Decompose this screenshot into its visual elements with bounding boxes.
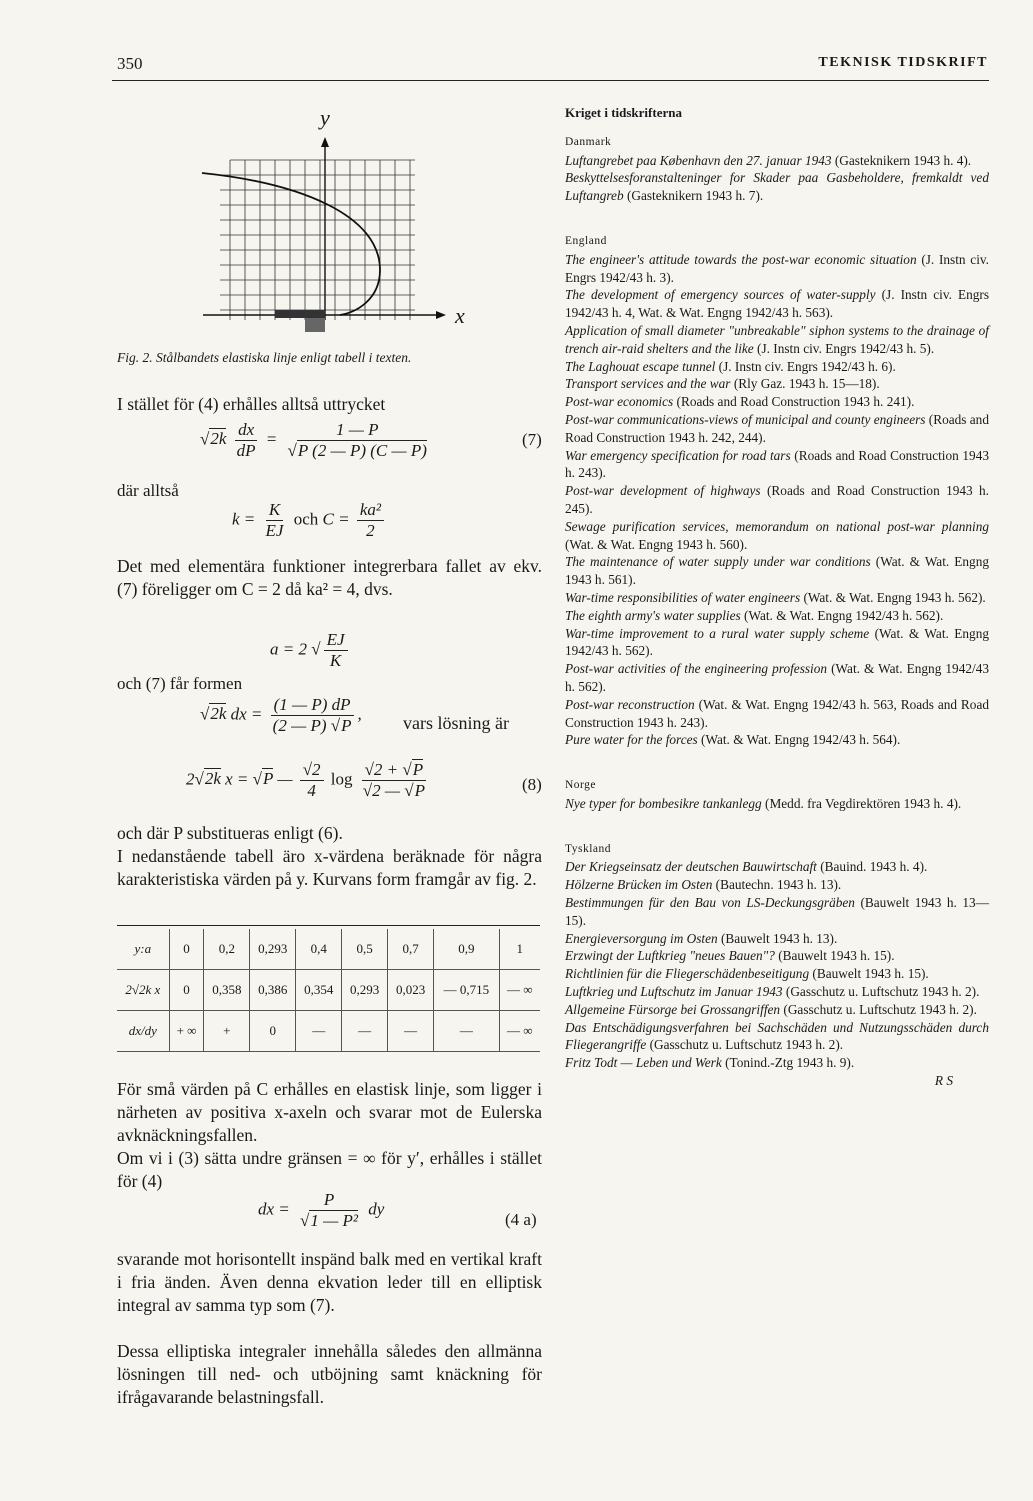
reference-source: (Roads and Road Construction 1943 h. 245). (565, 483, 990, 516)
reference-source: (J. Instn civ. Engrs 1942/43 h. 4, Wat. & Wat. Engng 1942/43 h. 563). (565, 287, 989, 321)
header-rule (112, 80, 989, 81)
reference-source: (Wat. & Wat. Engng 1943 h. 561). (565, 554, 989, 588)
reference-source: (Gasteknikern 1943 h. 4). (834, 152, 972, 168)
reference-entry (565, 858, 989, 876)
figure-2 (190, 105, 490, 345)
right-column (565, 104, 989, 1090)
reference-source: (Gasteknikern 1943 h. 7). (626, 188, 764, 204)
equation-7: √2k $\frac{dx}{dP}$ = $\frac{1 — P}{√P (2 — P) (C — P)}$ (200, 420, 427, 460)
reference-entry (565, 1019, 989, 1055)
reference-title: Post-war development of highways (565, 483, 761, 499)
reference-entry (565, 696, 989, 732)
table-cell: 0,023 (388, 970, 434, 1011)
reference-entry (565, 625, 989, 661)
table-cell: 0,7 (388, 929, 434, 970)
reference-title: Application of small diameter "unbreakable" siphon systems to the drainage of trench air-raid shelters and the like (565, 322, 989, 356)
journal-title: TEKNISK TIDSKRIFT (818, 55, 988, 70)
table-cell: + (204, 1011, 250, 1052)
reference-title: Transport services and the war (565, 376, 731, 392)
reference-source: (Wat. & Wat. Engng 1942/43 h. 562). (565, 625, 989, 659)
reference-title: Das Entschädigungsverfahren bei Sachschäden und Nutzungsschäden durch Fliegerangriffe (565, 1019, 989, 1053)
table-cell: y:a (117, 929, 169, 970)
clamp-block (275, 310, 325, 318)
reference-title: Hölzerne Brücken im Osten (565, 877, 713, 893)
reference-title: Energieversorgung im Osten (565, 930, 718, 946)
vars-losning: vars lösning är (403, 713, 509, 733)
reference-source: (Bauind. 1943 h. 4). (820, 859, 928, 875)
reference-source: (Wat. & Wat. Engng 1943 h. 562). (803, 589, 986, 605)
table-row (117, 1011, 540, 1052)
reference-source: (Rly Gaz. 1943 h. 15—18). (733, 376, 880, 392)
table-row (117, 970, 540, 1011)
reference-entry (565, 411, 989, 447)
reference-source: (J. Instn civ. Engrs 1942/43 h. 6). (718, 358, 896, 374)
reference-source: (Wat. & Wat. Engng 1942/43 h. 563, Roads and Road Construction 1943 h. 243). (565, 696, 989, 730)
reference-title: The development of emergency sources of water-supply (565, 287, 876, 303)
equation-8: 2√2k x = √P — $\frac{√2}{4}$ log $\frac{√2 + √P}{√2 — √P}$ (186, 760, 425, 800)
reference-title: Richtlinien für die Fliegerschädenbeseitigung (565, 966, 810, 982)
table-cell: — (296, 1011, 342, 1052)
table-cell: 0 (169, 929, 204, 970)
reference-source: (Wat. & Wat. Engng 1942/43 h. 562). (565, 661, 989, 694)
table-cell: — (342, 1011, 388, 1052)
list-norge (565, 795, 989, 813)
elastic-curve (202, 173, 380, 315)
reference-title: The eighth army's water supplies (565, 607, 741, 623)
table-cell: 0,5 (342, 929, 388, 970)
table-cell: dx/dy (117, 1011, 169, 1052)
x-arrow-icon (436, 311, 446, 319)
heading-tyskland: Tyskland (565, 842, 611, 855)
paragraph-1: I stället för (4) erhålles alltså uttrycket (117, 394, 386, 414)
reference-entry (565, 930, 989, 948)
equation-4a-label: (4 a) (505, 1210, 537, 1229)
reference-title: Post-war activities of the engineering profession (565, 661, 828, 677)
table-cell: 0,2 (204, 929, 250, 970)
reference-source: (Gasschutz u. Luftschutz 1943 h. 2). (785, 984, 980, 1000)
paragraph-8: Dessa elliptiska integraler innehålla således den allmänna lösningen till ned- och utböjning samt knäckning för ifrågavarande belastningsfall. (117, 1341, 542, 1407)
paragraph-4: I nedanstående tabell äro x-värdena beräknade för några karakteristiska värden på y. Kurvans form framgår av fig. 2. (117, 846, 542, 889)
list-england (565, 251, 989, 749)
reference-title: Luftkrieg und Luftschutz im Januar 1943 (565, 984, 783, 1000)
section-title: Kriget i tidskrifterna (565, 105, 682, 120)
table-rule-top (117, 925, 540, 926)
table-cell: 0 (250, 1011, 296, 1052)
reference-source: (Wat. & Wat. Engng 1943 h. 560). (565, 536, 748, 552)
table-cell: 0 (169, 970, 204, 1011)
y-arrow-icon (321, 137, 329, 147)
reference-title: Der Kriegseinsatz der deutschen Bauwirtschaft (565, 859, 817, 875)
table-cell: 0,293 (342, 970, 388, 1011)
table-cell: 0,4 (296, 929, 342, 970)
table-cell: — (388, 1011, 434, 1052)
paragraph-6: Om vi i (3) sätta undre gränsen = ∞ för y′, erhålles i stället för (4) (117, 1148, 542, 1191)
reference-entry (565, 795, 989, 813)
equation-7-label: (7) (522, 430, 542, 449)
reference-source: (Gasschutz u. Luftschutz 1943 h. 2). (783, 1001, 977, 1017)
reference-title: The Laghouat escape tunnel (565, 358, 716, 374)
table-cell: 2√2k x (117, 970, 169, 1011)
reference-entry (565, 286, 989, 322)
reference-entry (565, 322, 989, 358)
heading-norge: Norge (565, 779, 597, 792)
reference-entry (565, 447, 989, 483)
x-axis-label: x (455, 303, 465, 328)
table-cell: 0,386 (250, 970, 296, 1011)
figure-caption: Fig. 2. Stålbandets elastiska linje enligt tabell i texten. (117, 350, 412, 365)
clamp-hatch (305, 318, 325, 332)
reference-title: Nye typer for bombesikre tankanlegg (565, 795, 762, 811)
reference-entry (565, 983, 989, 1001)
reference-source: (J. Instn civ. Engrs 1942/43 h. 5). (757, 340, 935, 356)
table-cell: 0,293 (250, 929, 296, 970)
data-table (117, 929, 540, 1052)
reference-entry (565, 1001, 989, 1019)
reference-source: (Bauwelt 1943 h. 13—15). (565, 895, 990, 928)
paragraph-3: och där P substitueras enligt (6). (117, 823, 343, 843)
dar-alltsa: där alltså (117, 481, 179, 500)
reference-entry (565, 607, 989, 625)
reference-source: (Bauwelt 1943 h. 15). (812, 966, 929, 982)
reference-title: Bestimmungen für den Bau von LS-Deckungsgräben (565, 895, 855, 911)
reference-title: Luftangrebet paa København den 27. januar 1943 (565, 152, 832, 168)
reference-source: (Gasschutz u. Luftschutz 1943 h. 2). (649, 1037, 844, 1053)
paragraph-5: För små värden på C erhålles en elastisk linje, som ligger i närheten av positiva x-axeln och svarar mot de Eulerska avknäckningsfallen. (117, 1079, 542, 1145)
elastic-line-plot (190, 105, 490, 340)
list-tyskland (565, 858, 989, 1072)
reference-title: Beskyttelsesforanstalteninger for Skader paa Gasbeholdere, fremkaldt ved Luftangreb (565, 170, 989, 204)
reference-source: (Bauwelt 1943 h. 13). (720, 930, 838, 946)
y-axis-label: y (320, 105, 330, 130)
paragraph-7: svarande mot horisontellt inspänd balk med en vertikal kraft i fria änden. Även denna ekvation leder till en elliptisk integral av samma typ som (7). (117, 1249, 542, 1315)
reference-title: Erzwingt der Luftkrieg "neues Bauen"? (565, 948, 775, 964)
paragraph-2: Det med elementära funktioner integrerbara fallet av ekv. (7) föreligger om C = 2 då ka² = 4, dvs. (117, 556, 542, 599)
reference-title: Post-war economics (565, 394, 674, 410)
reference-source: (Roads and Road Construction 1943 h. 242, 244). (565, 411, 989, 445)
reference-title: Pure water for the forces (565, 732, 698, 748)
reference-entry (565, 251, 989, 287)
table-cell: 0,9 (434, 929, 499, 970)
table-cell: — ∞ (499, 970, 540, 1011)
reference-title: The engineer's attitude towards the post-war economic situation (565, 251, 917, 267)
och-formen: och (7) får formen (117, 674, 243, 693)
reference-entry (565, 482, 989, 518)
table-cell: 0,354 (296, 970, 342, 1011)
reference-entry (565, 553, 989, 589)
reference-title: Post-war reconstruction (565, 696, 695, 712)
reference-entry (565, 947, 989, 965)
equation-a: a = 2 √ $\frac{EJ}{K}$ (270, 630, 351, 671)
signature: R S (934, 1073, 953, 1089)
reference-title: Post-war communications-views of municipal and county engineers (565, 411, 926, 427)
table-cell: 1 (499, 929, 540, 970)
reference-source: (Wat. & Wat. Engng 1942/43 h. 564). (701, 732, 901, 748)
table-cell: + ∞ (169, 1011, 204, 1052)
reference-entry (565, 169, 989, 205)
reference-source: (Bautechn. 1943 h. 13). (715, 877, 842, 893)
reference-entry (565, 876, 989, 894)
equation-4a: dx = $\frac{P}{\text{√1 — P²}}$ dy (258, 1190, 385, 1230)
reference-title: War emergency specification for road tars (565, 447, 791, 463)
heading-danmark: Danmark (565, 135, 612, 148)
reference-source: (Bauwelt 1943 h. 15). (778, 948, 895, 964)
table-cell: — ∞ (499, 1011, 540, 1052)
equation-8-label: (8) (522, 775, 542, 794)
reference-entry (565, 393, 989, 411)
reference-source: (Tonind.-Ztg 1943 h. 9). (725, 1055, 855, 1071)
equation-k-c: k = $\frac{K}{EJ}$ och C = $\frac{\text{ka²}}{2}$ (232, 500, 387, 541)
reference-source: (Roads and Road Construction 1943 h. 241). (676, 394, 915, 410)
reference-title: War-time responsibilities of water engineers (565, 589, 801, 605)
page-number: 350 (117, 54, 143, 73)
list-danmark (565, 152, 989, 205)
reference-entry (565, 375, 989, 393)
reference-source: (Medd. fra Vegdirektören 1943 h. 4). (765, 795, 962, 811)
reference-title: War-time improvement to a rural water supply scheme (565, 625, 870, 641)
equation-kdx: √2k dx = $\frac{(1 — P) dP}{(2 — P) √P}$ , (200, 695, 362, 735)
heading-england: England (565, 234, 607, 247)
table-row (117, 929, 540, 970)
reference-title: The maintenance of water supply under war conditions (565, 554, 871, 570)
reference-title: Allgemeine Fürsorge bei Grossangriffen (565, 1001, 781, 1017)
reference-source: (Wat. & Wat. Engng 1942/43 h. 562). (744, 607, 944, 623)
reference-source: (J. Instn civ. Engrs 1942/43 h. 3). (565, 251, 990, 285)
reference-entry (565, 965, 989, 983)
table-cell: — (434, 1011, 499, 1052)
reference-entry (565, 1054, 989, 1072)
reference-entry (565, 518, 989, 554)
reference-entry (565, 894, 989, 930)
reference-entry (565, 589, 989, 607)
reference-entry (565, 358, 989, 376)
reference-title: Fritz Todt — Leben und Werk (565, 1055, 722, 1071)
reference-entry (565, 731, 989, 749)
table-cell: 0,358 (204, 970, 250, 1011)
table-cell: — 0,715 (434, 970, 499, 1011)
reference-entry (565, 660, 989, 696)
grid (220, 160, 415, 320)
reference-title: Sewage purification services, memorandum on national post-war planning (565, 518, 989, 534)
reference-entry (565, 152, 989, 170)
reference-source: (Roads and Road Construction 1943 h. 243). (565, 447, 989, 481)
